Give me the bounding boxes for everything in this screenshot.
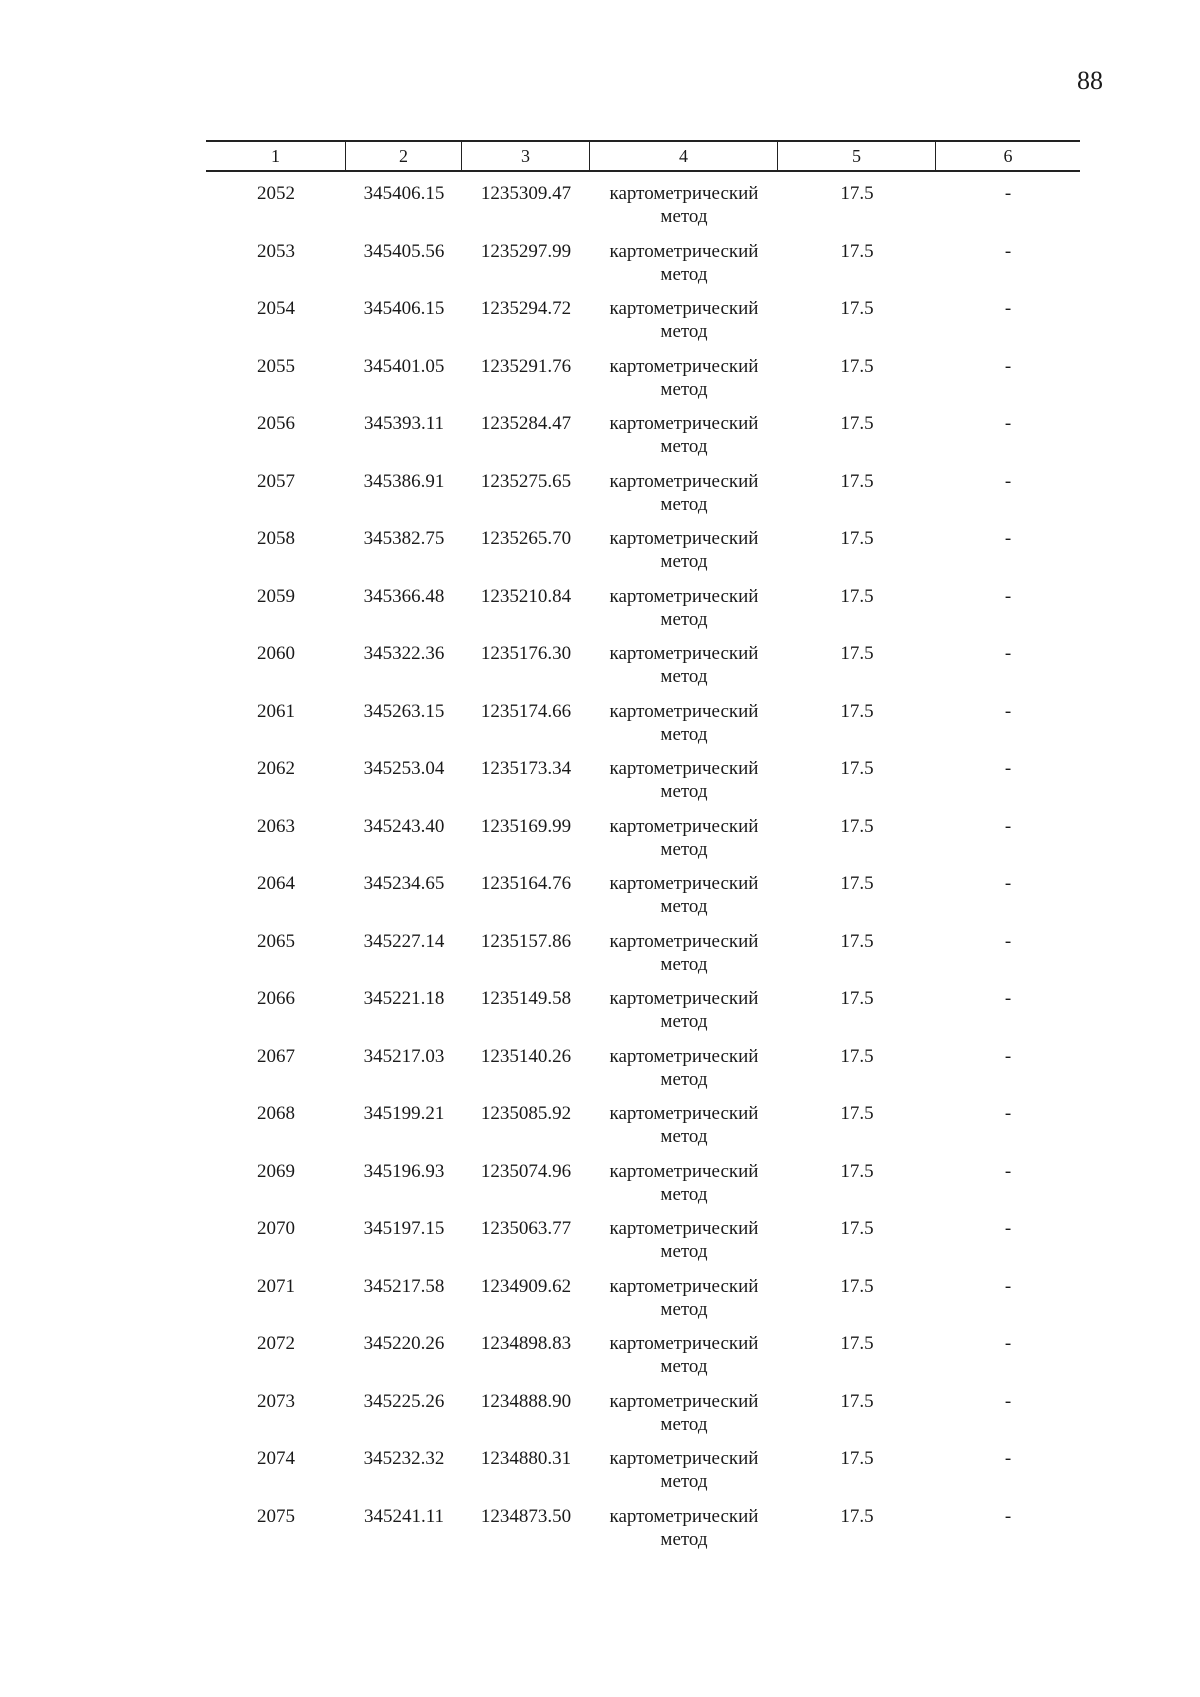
method-line-2: метод <box>660 1126 708 1147</box>
accuracy-cell: 17.5 <box>840 528 874 549</box>
method-line-2: метод <box>660 263 708 285</box>
note-cell: - <box>1004 643 1012 664</box>
table-row <box>206 1447 1080 1505</box>
point-id-cell: 2057 <box>257 470 295 492</box>
method-cell <box>590 987 778 1045</box>
table-row <box>206 987 1080 1045</box>
table-row <box>206 642 1080 700</box>
header-col-5: 5 <box>778 142 936 170</box>
method-line-1: картометрический <box>609 758 759 779</box>
page-number: 88 <box>1077 66 1103 95</box>
accuracy-cell: 17.5 <box>840 988 874 1009</box>
note-cell: - <box>1004 1045 1012 1067</box>
point-id-cell: 2052 <box>257 183 295 204</box>
accuracy-cell: 17.5 <box>840 1390 874 1412</box>
method-line-2: метод <box>660 781 708 802</box>
method-cell <box>590 757 778 815</box>
accuracy-cell: 17.5 <box>840 585 874 607</box>
method-line-2: метод <box>660 321 708 342</box>
method-line-1: картометрический <box>609 1333 759 1354</box>
point-id-cell: 2060 <box>257 643 295 664</box>
coord-y-cell: 1235284.47 <box>480 413 572 434</box>
method-cell <box>590 527 778 585</box>
method-line-2: метод <box>660 838 708 860</box>
method-line-1: картометрический <box>609 988 759 1009</box>
point-id-cell: 2055 <box>257 355 295 377</box>
accuracy-cell: 17.5 <box>840 1218 874 1239</box>
coord-x-cell: 345405.56 <box>363 240 445 262</box>
method-cell <box>590 930 778 988</box>
method-line-1: картометрический <box>609 1218 759 1239</box>
coord-x-cell: 345220.26 <box>363 1333 445 1354</box>
point-id-cell: 2058 <box>257 528 295 549</box>
method-line-2: метод <box>660 1356 708 1377</box>
note-cell: - <box>1004 413 1012 434</box>
note-cell: - <box>1004 1448 1012 1469</box>
coord-x-cell: 345406.15 <box>363 183 445 204</box>
method-line-2: метод <box>660 1413 708 1435</box>
method-line-2: метод <box>660 1241 708 1262</box>
method-cell <box>590 1160 778 1218</box>
table-row <box>206 585 1080 643</box>
coord-y-cell: 1235164.76 <box>480 873 572 894</box>
point-id-cell: 2069 <box>257 1160 295 1182</box>
point-id-cell: 2053 <box>257 240 295 262</box>
table-row <box>206 412 1080 470</box>
coord-x-cell: 345234.65 <box>363 873 445 894</box>
accuracy-cell: 17.5 <box>840 355 874 377</box>
coord-y-cell: 1235309.47 <box>480 183 572 204</box>
coord-y-cell: 1235210.84 <box>480 585 572 607</box>
coord-x-cell: 345406.15 <box>363 298 445 319</box>
table-row <box>206 1160 1080 1218</box>
coord-y-cell: 1235149.58 <box>480 988 572 1009</box>
accuracy-cell: 17.5 <box>840 240 874 262</box>
point-id-cell: 2059 <box>257 585 295 607</box>
method-line-1: картометрический <box>609 1160 759 1182</box>
method-line-1: картометрический <box>609 1390 759 1412</box>
method-line-1: картометрический <box>609 1505 759 1527</box>
method-line-2: метод <box>660 723 708 745</box>
header-col-6: 6 <box>1003 146 1013 166</box>
note-cell: - <box>1004 1160 1012 1182</box>
note-cell: - <box>1004 1275 1012 1297</box>
method-line-2: метод <box>660 666 708 687</box>
table-row <box>206 1390 1080 1448</box>
method-line-1: картометрический <box>609 643 759 664</box>
method-line-2: метод <box>660 1011 708 1032</box>
table-row <box>206 1505 1080 1563</box>
accuracy-cell: 17.5 <box>840 700 874 722</box>
method-cell <box>590 1275 778 1333</box>
note-cell: - <box>1004 1333 1012 1354</box>
table-row <box>206 930 1080 988</box>
accuracy-cell: 17.5 <box>840 298 874 319</box>
coord-x-cell: 345253.04 <box>363 758 445 779</box>
coord-y-cell: 1234898.83 <box>480 1333 572 1354</box>
table-row <box>206 470 1080 528</box>
accuracy-cell: 17.5 <box>840 470 874 492</box>
coord-x-cell: 345243.40 <box>363 815 445 837</box>
note-cell: - <box>1004 1103 1012 1124</box>
accuracy-cell: 17.5 <box>840 930 874 952</box>
accuracy-cell: 17.5 <box>840 1275 874 1297</box>
header-col-4: 4 <box>590 142 778 170</box>
coord-x-cell: 345322.36 <box>363 643 445 664</box>
coord-y-cell: 1234880.31 <box>480 1448 572 1469</box>
coord-y-cell: 1235085.92 <box>480 1103 572 1124</box>
accuracy-cell: 17.5 <box>840 643 874 664</box>
note-cell: - <box>1004 873 1012 894</box>
table-body <box>206 182 1080 1562</box>
method-line-1: картометрический <box>609 585 759 607</box>
accuracy-cell: 17.5 <box>840 1103 874 1124</box>
accuracy-cell: 17.5 <box>840 1333 874 1354</box>
coord-x-cell: 345221.18 <box>363 988 445 1009</box>
point-id-cell: 2064 <box>257 873 295 894</box>
table-row <box>206 240 1080 298</box>
coord-y-cell: 1234873.50 <box>480 1505 572 1527</box>
method-line-1: картометрический <box>609 298 759 319</box>
method-cell <box>590 412 778 470</box>
point-id-cell: 2066 <box>257 988 295 1009</box>
method-line-2: метод <box>660 493 708 515</box>
note-cell: - <box>1004 988 1012 1009</box>
method-line-1: картометрический <box>609 1103 759 1124</box>
table-row <box>206 700 1080 758</box>
table-row <box>206 355 1080 413</box>
method-cell <box>590 1217 778 1275</box>
note-cell: - <box>1004 470 1012 492</box>
coord-x-cell: 345217.58 <box>363 1275 445 1297</box>
note-cell: - <box>1004 183 1012 204</box>
method-line-1: картометрический <box>609 183 759 204</box>
coord-y-cell: 1235294.72 <box>480 298 572 319</box>
note-cell: - <box>1004 815 1012 837</box>
accuracy-cell: 17.5 <box>840 1045 874 1067</box>
point-id-cell: 2056 <box>257 413 295 434</box>
accuracy-cell: 17.5 <box>840 413 874 434</box>
accuracy-cell: 17.5 <box>840 873 874 894</box>
method-cell <box>590 1332 778 1390</box>
table-row <box>206 757 1080 815</box>
coord-y-cell: 1235169.99 <box>480 815 572 837</box>
method-cell <box>590 182 778 240</box>
method-line-2: метод <box>660 1471 708 1492</box>
point-id-cell: 2073 <box>257 1390 295 1412</box>
method-cell <box>590 1045 778 1103</box>
point-id-cell: 2070 <box>257 1218 295 1239</box>
note-cell: - <box>1004 355 1012 377</box>
coord-x-cell: 345393.11 <box>363 413 445 434</box>
point-id-cell: 2063 <box>257 815 295 837</box>
method-line-1: картометрический <box>609 930 759 952</box>
table-row <box>206 527 1080 585</box>
coord-y-cell: 1235291.76 <box>480 355 572 377</box>
method-line-1: картометрический <box>609 355 759 377</box>
note-cell: - <box>1004 1390 1012 1412</box>
point-id-cell: 2054 <box>257 298 295 319</box>
method-line-2: метод <box>660 551 708 572</box>
coord-x-cell: 345382.75 <box>363 528 445 549</box>
method-cell <box>590 642 778 700</box>
method-line-1: картометрический <box>609 1448 759 1469</box>
method-cell <box>590 1390 778 1448</box>
note-cell: - <box>1004 1505 1012 1527</box>
coord-y-cell: 1235275.65 <box>480 470 572 492</box>
coord-y-cell: 1235174.66 <box>480 700 572 722</box>
table-row <box>206 182 1080 240</box>
note-cell: - <box>1004 298 1012 319</box>
coord-y-cell: 1235173.34 <box>480 758 572 779</box>
accuracy-cell: 17.5 <box>840 1448 874 1469</box>
method-line-2: метод <box>660 608 708 630</box>
method-line-1: картометрический <box>609 1275 759 1297</box>
coord-y-cell: 1234909.62 <box>480 1275 572 1297</box>
table-row <box>206 1275 1080 1333</box>
note-cell: - <box>1004 930 1012 952</box>
header-col-2: 2 <box>346 142 462 170</box>
coord-x-cell: 345386.91 <box>363 470 445 492</box>
coord-x-cell: 345401.05 <box>363 355 445 377</box>
note-cell: - <box>1004 528 1012 549</box>
method-cell <box>590 240 778 298</box>
method-line-2: метод <box>660 1298 708 1320</box>
method-line-2: метод <box>660 436 708 457</box>
point-id-cell: 2065 <box>257 930 295 952</box>
table-row <box>206 1045 1080 1103</box>
method-cell <box>590 585 778 643</box>
table-row <box>206 1102 1080 1160</box>
coord-y-cell: 1235074.96 <box>480 1160 572 1182</box>
point-id-cell: 2067 <box>257 1045 295 1067</box>
method-cell <box>590 815 778 873</box>
coord-x-cell: 345241.11 <box>363 1505 445 1527</box>
coord-y-cell: 1235140.26 <box>480 1045 572 1067</box>
method-cell <box>590 1505 778 1563</box>
point-id-cell: 2068 <box>257 1103 295 1124</box>
coord-y-cell: 1235265.70 <box>480 528 572 549</box>
method-line-1: картометрический <box>609 815 759 837</box>
note-cell: - <box>1004 700 1012 722</box>
header-col-3: 3 <box>462 142 590 170</box>
method-cell <box>590 470 778 528</box>
method-line-1: картометрический <box>609 240 759 262</box>
method-line-1: картометрический <box>609 470 759 492</box>
coord-x-cell: 345232.32 <box>363 1448 445 1469</box>
method-cell <box>590 355 778 413</box>
accuracy-cell: 17.5 <box>840 815 874 837</box>
method-line-2: метод <box>660 206 708 227</box>
table-row <box>206 872 1080 930</box>
method-cell <box>590 872 778 930</box>
note-cell: - <box>1004 1218 1012 1239</box>
method-line-2: метод <box>660 1183 708 1205</box>
coord-x-cell: 345199.21 <box>363 1103 445 1124</box>
coord-y-cell: 1235157.86 <box>480 930 572 952</box>
accuracy-cell: 17.5 <box>840 1505 874 1527</box>
method-line-2: метод <box>660 896 708 917</box>
method-line-1: картометрический <box>609 873 759 894</box>
point-id-cell: 2075 <box>257 1505 295 1527</box>
point-id-cell: 2074 <box>257 1448 295 1469</box>
method-line-1: картометрический <box>609 413 759 434</box>
coord-y-cell: 1235297.99 <box>480 240 572 262</box>
note-cell: - <box>1004 585 1012 607</box>
method-line-2: метод <box>660 1528 708 1550</box>
method-line-1: картометрический <box>609 700 759 722</box>
method-cell <box>590 700 778 758</box>
accuracy-cell: 17.5 <box>840 183 874 204</box>
method-line-1: картометрический <box>609 528 759 549</box>
coord-y-cell: 1235063.77 <box>480 1218 572 1239</box>
coord-x-cell: 345225.26 <box>363 1390 445 1412</box>
method-line-2: метод <box>660 378 708 400</box>
coord-x-cell: 345227.14 <box>363 930 445 952</box>
method-line-1: картометрический <box>609 1045 759 1067</box>
method-line-2: метод <box>660 953 708 975</box>
coord-y-cell: 1234888.90 <box>480 1390 572 1412</box>
header-col-1: 1 <box>206 142 346 170</box>
method-cell <box>590 1102 778 1160</box>
table-row <box>206 297 1080 355</box>
note-cell: - <box>1004 758 1012 779</box>
coord-x-cell: 345263.15 <box>363 700 445 722</box>
method-line-2: метод <box>660 1068 708 1090</box>
method-cell <box>590 297 778 355</box>
coord-x-cell: 345197.15 <box>363 1218 445 1239</box>
point-id-cell: 2062 <box>257 758 295 779</box>
note-cell: - <box>1004 240 1012 262</box>
accuracy-cell: 17.5 <box>840 758 874 779</box>
point-id-cell: 2061 <box>257 700 295 722</box>
table-header <box>206 140 1080 172</box>
coord-x-cell: 345366.48 <box>363 585 445 607</box>
table-row <box>206 815 1080 873</box>
coord-x-cell: 345196.93 <box>363 1160 445 1182</box>
point-id-cell: 2072 <box>257 1333 295 1354</box>
point-id-cell: 2071 <box>257 1275 295 1297</box>
accuracy-cell: 17.5 <box>840 1160 874 1182</box>
coord-y-cell: 1235176.30 <box>480 643 572 664</box>
table-row <box>206 1217 1080 1275</box>
method-cell <box>590 1447 778 1505</box>
table-row <box>206 1332 1080 1390</box>
coord-x-cell: 345217.03 <box>363 1045 445 1067</box>
